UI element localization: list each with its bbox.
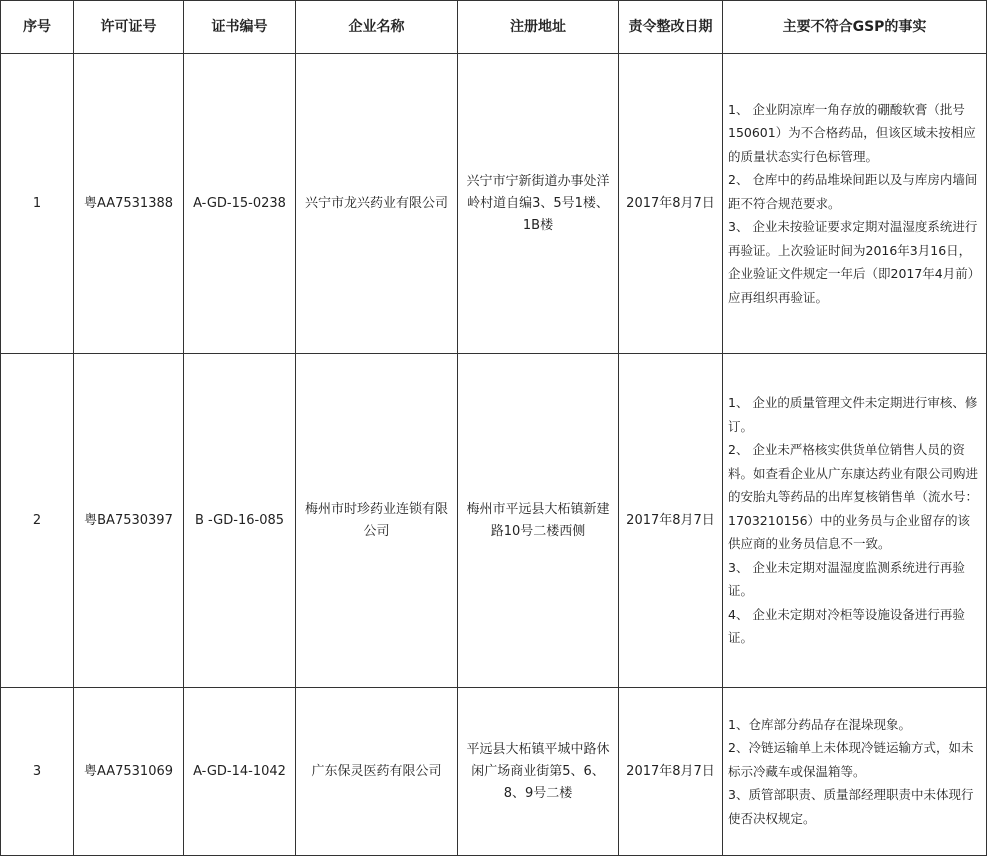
- fact-item: 1、仓库部分药品存在混垛现象。: [728, 716, 911, 732]
- fact-item: 2、冷链运输单上未体现冷链运输方式，如未标示冷藏车或保温箱等。: [728, 740, 974, 779]
- cell-deadline: 2017年8月7日: [619, 354, 723, 688]
- cell-cert: A-GD-14-1042: [184, 688, 296, 856]
- header-address: 注册地址: [458, 1, 619, 54]
- cell-seq: 1: [1, 54, 74, 354]
- cell-license: 粤AA7531388: [74, 54, 184, 354]
- cell-seq: 2: [1, 354, 74, 688]
- table-row: [1, 688, 987, 856]
- header-facts: 主要不符合GSP的事实: [723, 1, 987, 54]
- cell-seq: 3: [1, 688, 74, 856]
- cell-facts: [723, 354, 987, 688]
- cell-company: 广东保灵医药有限公司: [296, 688, 458, 856]
- table-row: [1, 354, 987, 688]
- header-row: [1, 1, 987, 54]
- cell-address: 梅州市平远县大柘镇新建路10号二楼西侧: [458, 354, 619, 688]
- table-row: [1, 54, 987, 354]
- fact-item: 3、 企业未定期对温湿度监测系统进行再验证。: [728, 559, 965, 599]
- cell-license: 粤AA7531069: [74, 688, 184, 856]
- header-company: 企业名称: [296, 1, 458, 54]
- cell-company: 兴宁市龙兴药业有限公司: [296, 54, 458, 354]
- cell-license: 粤BA7530397: [74, 354, 184, 688]
- cell-deadline: 2017年8月7日: [619, 54, 723, 354]
- header-deadline: 责令整改日期: [619, 1, 723, 54]
- cell-facts: [723, 688, 987, 856]
- cell-facts: [723, 54, 987, 354]
- fact-item: 2、 企业未严格核实供货单位销售人员的资料。如查看企业从广东康达药业有限公司购进的安胎丸等药品的出库复核销售单（流水号：1703210156）中的业务员与企业留存的该供应商的业务员信息不一致。: [728, 442, 979, 552]
- cell-cert: B -GD-16-085: [184, 354, 296, 688]
- fact-item: 3、质管部职责、质量部经理职责中未体现行使否决权规定。: [728, 787, 974, 826]
- cell-address: 平远县大柘镇平城中路休闲广场商业街第5、6、8、9号二楼: [458, 688, 619, 856]
- cell-cert: A-GD-15-0238: [184, 54, 296, 354]
- fact-item: 3、 企业未按验证要求定期对温湿度系统进行再验证。上次验证时间为2016年3月16日，企业验证文件规定一年后（即2017年4月前）应再组织再验证。: [728, 219, 981, 305]
- header-seq: 序号: [1, 1, 74, 54]
- cell-company: 梅州市时珍药业连锁有限公司: [296, 354, 458, 688]
- fact-item: 2、 仓库中的药品堆垛间距以及与库房内墙间距不符合规范要求。: [728, 172, 978, 211]
- header-license: 许可证号: [74, 1, 184, 54]
- cell-address: 兴宁市宁新街道办事处洋岭村道自编3、5号1楼、1B楼: [458, 54, 619, 354]
- fact-item: 4、 企业未定期对冷柜等设施设备进行再验证。: [728, 606, 965, 646]
- fact-item: 1、 企业的质量管理文件未定期进行审核、修订。: [728, 395, 978, 434]
- header-cert: 证书编号: [184, 1, 296, 54]
- cell-deadline: 2017年8月7日: [619, 688, 723, 856]
- fact-item: 1、 企业阴凉库一角存放的硼酸软膏（批号150601）为不合格药品，但该区域未按相应的质量状态实行色标管理。: [728, 101, 976, 164]
